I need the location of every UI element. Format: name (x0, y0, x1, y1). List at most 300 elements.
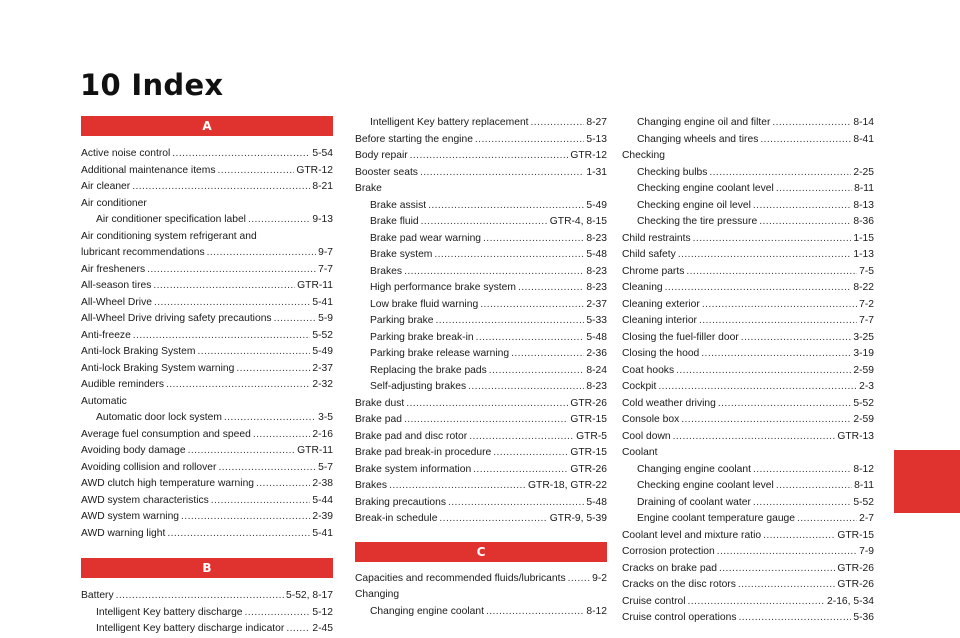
entry-page-ref: 8-14 (853, 117, 874, 128)
index-heading: Automatic (81, 395, 127, 407)
entry-label: Intelligent Key battery discharge indicator (96, 623, 285, 634)
entry-label: lubricant recommendations (81, 247, 205, 258)
index-entry (81, 295, 333, 312)
entry-page-ref: 2-3 (859, 381, 874, 392)
entry-page-ref: 8-23 (586, 282, 607, 293)
entry-label: Air conditioner specification label (96, 214, 246, 225)
dot-leader (753, 462, 851, 479)
entry-page-ref: 5-48 (586, 331, 607, 343)
entry-label: Cockpit (622, 381, 657, 392)
index-entry (355, 511, 607, 528)
dot-leader (420, 165, 584, 182)
entry-page-ref: GTR-11 (297, 280, 333, 291)
dot-leader (439, 511, 547, 528)
entry-label: Cool down (622, 430, 671, 442)
index-subentry (355, 313, 607, 330)
index-entry (81, 509, 333, 526)
entry-page-ref: 2-59 (853, 364, 874, 376)
index-subentry (622, 495, 874, 512)
dot-leader (665, 280, 852, 297)
index-subentry (355, 346, 607, 363)
dot-leader (676, 363, 851, 380)
index-heading: Checking (622, 150, 665, 161)
entry-label: Average fuel consumption and speed (81, 428, 251, 440)
index-entry (622, 363, 874, 380)
index-entry (355, 495, 607, 512)
entry-page-ref: 2-37 (586, 298, 607, 310)
entry-label: Brake fluid (370, 216, 419, 227)
index-subentry (355, 231, 607, 248)
index-entry (622, 396, 874, 413)
index-subentry (81, 212, 333, 229)
index-entry (355, 412, 607, 429)
index-entry (355, 478, 607, 495)
entry-label: Brake pad wear warning (370, 232, 482, 244)
entry-page-ref: 8-23 (586, 381, 607, 392)
entry-page-ref: 2-32 (312, 379, 333, 390)
entry-page-ref: 5-52 (853, 496, 874, 508)
entry-page-ref: 7-9 (859, 546, 874, 557)
entry-label: Avoiding body damage (81, 445, 186, 456)
dot-leader (741, 330, 852, 347)
entry-page-ref: 7-5 (859, 265, 874, 277)
index-entry (81, 344, 333, 361)
index-subentry (355, 280, 607, 297)
dot-leader (181, 509, 310, 526)
index-subentry (622, 511, 874, 528)
entry-page-ref: 5-9 (318, 313, 333, 324)
dot-leader (718, 396, 852, 413)
index-entry (355, 429, 607, 446)
entry-page-ref: GTR-5 (576, 430, 607, 442)
index-subentry (355, 115, 607, 132)
entry-label: Anti-lock Braking System warning (81, 362, 235, 374)
entry-page-ref: 5-52 (312, 329, 333, 341)
entry-label: Anti-freeze (81, 329, 131, 341)
entry-page-ref: 9-7 (318, 247, 333, 258)
dot-leader (776, 181, 852, 198)
entry-label: Capacities and recommended fluids/lubricants (355, 572, 566, 584)
index-entry (81, 526, 333, 543)
index-entry (81, 361, 333, 378)
entry-page-ref: 3-25 (853, 331, 874, 343)
entry-page-ref: 2-16, 5-34 (827, 595, 874, 607)
entry-label: Booster seats (355, 166, 418, 178)
index-entry-list (81, 588, 333, 638)
dot-leader (493, 445, 568, 462)
index-entry (622, 280, 874, 297)
entry-label: Cleaning exterior (622, 298, 700, 310)
entry-label: Parking brake release warning (370, 348, 510, 359)
entry-label: Changing engine coolant (637, 463, 751, 475)
entry-page-ref: 5-52 (853, 397, 874, 409)
entry-label: Additional maintenance items (81, 164, 216, 176)
entry-page-ref: 5-52, 8-17 (286, 590, 333, 601)
entry-label: Automatic door lock system (96, 412, 222, 423)
index-entry (81, 427, 333, 444)
index-entry (622, 379, 874, 396)
entry-page-ref: 2-37 (312, 362, 333, 374)
section-letter-c: C (355, 542, 607, 562)
index-entry-line: Air conditioning system refrigerant and (81, 230, 257, 242)
entry-label: All-Wheel Drive (81, 296, 152, 308)
dot-leader (759, 214, 851, 231)
dot-leader (153, 278, 295, 295)
index-entry (622, 330, 874, 347)
index-entry (355, 132, 607, 149)
dot-leader (274, 311, 317, 328)
index-entry (355, 445, 607, 462)
entry-page-ref: 5-33 (586, 315, 607, 326)
entry-label: Before starting the engine (355, 133, 473, 145)
index-subentry (355, 297, 607, 314)
index-column-1 (81, 116, 333, 638)
entry-page-ref: 5-12 (312, 606, 333, 618)
dot-leader (236, 361, 310, 378)
dot-leader (658, 379, 857, 396)
dot-leader (719, 561, 835, 578)
entry-label: Brake assist (370, 199, 427, 211)
entry-page-ref: GTR-13 (837, 430, 874, 442)
entry-label: Cracks on the disc rotors (622, 579, 736, 590)
entry-label: Brake pad break-in procedure (355, 447, 492, 458)
index-entry (81, 262, 333, 279)
dot-leader (469, 429, 574, 446)
dot-leader (483, 231, 584, 248)
entry-page-ref: 2-25 (853, 166, 874, 178)
dot-leader (406, 396, 568, 413)
dot-leader (132, 179, 310, 196)
entry-page-ref: 5-13 (586, 133, 607, 145)
entry-label: Body repair (355, 150, 408, 161)
dot-leader (448, 495, 584, 512)
entry-label: Checking the tire pressure (637, 216, 758, 227)
entry-label: Cleaning interior (622, 315, 697, 326)
dot-leader (753, 198, 851, 215)
entry-label: Brakes (355, 480, 388, 491)
entry-page-ref: 2-16 (312, 428, 333, 440)
entry-label: Cold weather driving (622, 397, 716, 409)
dot-leader (197, 344, 310, 361)
dot-leader (468, 379, 584, 396)
entry-page-ref: 8-12 (586, 605, 607, 617)
index-entry (622, 429, 874, 446)
entry-label: Intelligent Key battery replacement (370, 117, 529, 128)
entry-label: Closing the hood (622, 348, 700, 359)
entry-page-ref: 9-2 (592, 572, 607, 584)
index-entry (81, 377, 333, 394)
dot-leader (518, 280, 584, 297)
index-subentry (355, 264, 607, 281)
chapter-tab (894, 450, 960, 513)
entry-page-ref: 5-48 (586, 496, 607, 508)
entry-label: Child restraints (622, 232, 691, 244)
index-heading: Brake (355, 183, 382, 194)
entry-label: Changing wheels and tires (637, 133, 759, 145)
entry-label: Braking precautions (355, 496, 447, 508)
entry-label: Draining of coolant water (637, 496, 751, 508)
entry-label: Cleaning (622, 282, 663, 293)
index-entry (622, 297, 874, 314)
index-entry (355, 462, 607, 479)
entry-label: Replacing the brake pads (370, 364, 487, 376)
index-entry (622, 544, 874, 561)
dot-leader (404, 264, 584, 281)
index-entry (81, 460, 333, 477)
entry-page-ref: 8-12 (853, 463, 874, 475)
entry-label: Checking engine oil level (637, 199, 751, 211)
entry-label: Cruise control operations (622, 612, 737, 623)
entry-label: Corrosion protection (622, 546, 715, 557)
entry-label: Checking engine coolant level (637, 183, 774, 194)
index-entry (81, 476, 333, 493)
index-subentry (622, 214, 874, 231)
dot-leader (531, 115, 585, 132)
entry-page-ref: 8-23 (586, 265, 607, 277)
entry-label: Engine coolant temperature gauge (637, 513, 795, 524)
entry-label: Audible reminders (81, 379, 164, 390)
entry-label: Checking bulbs (637, 166, 708, 178)
dot-leader (473, 462, 568, 479)
entry-label: Console box (622, 414, 680, 425)
index-heading: Changing (355, 589, 400, 600)
dot-leader (154, 295, 310, 312)
dot-leader (797, 511, 857, 528)
index-entry (622, 528, 874, 545)
entry-label: AWD warning light (81, 527, 166, 539)
index-column-3 (622, 115, 874, 627)
section-letter-b: B (81, 558, 333, 578)
dot-leader (410, 148, 569, 165)
entry-page-ref: 8-13 (853, 199, 874, 211)
index-subentry (81, 410, 333, 427)
dot-leader (436, 313, 585, 330)
dot-leader (702, 297, 857, 314)
dot-leader (224, 410, 316, 427)
entry-label: Avoiding collision and rollover (81, 461, 217, 473)
index-entry (622, 577, 874, 594)
entry-page-ref: 7-7 (859, 315, 874, 326)
entry-page-ref: 8-27 (586, 117, 607, 128)
dot-leader (489, 363, 585, 380)
entry-page-ref: 7-7 (318, 263, 333, 275)
entry-page-ref: 5-44 (312, 494, 333, 506)
index-subentry (355, 379, 607, 396)
entry-label: Brake pad and disc rotor (355, 430, 468, 442)
index-entry-list (622, 115, 874, 627)
index-entry (81, 245, 333, 262)
index-entry (622, 610, 874, 627)
index-subentry (81, 621, 333, 638)
dot-leader (476, 330, 585, 347)
entry-page-ref: 2-39 (312, 511, 333, 522)
index-entry (81, 588, 333, 605)
entry-label: Parking brake (370, 315, 434, 326)
dot-leader (673, 429, 836, 446)
entry-label: Chrome parts (622, 265, 685, 277)
entry-page-ref: GTR-11 (297, 445, 333, 456)
index-subentry (355, 363, 607, 380)
dot-leader (166, 377, 310, 394)
entry-page-ref: GTR-4, 8-15 (549, 216, 607, 227)
entry-label: Parking brake break-in (370, 331, 474, 343)
entry-label: Brake system (370, 249, 433, 260)
index-subentry (622, 478, 874, 495)
index-subentry (355, 604, 607, 621)
index-entry (622, 247, 874, 264)
index-subentry (622, 198, 874, 215)
dot-leader (211, 493, 311, 510)
dot-leader (188, 443, 296, 460)
entry-label: Changing engine coolant (370, 605, 484, 617)
index-entry (622, 346, 874, 363)
dot-leader (428, 198, 584, 215)
entry-page-ref: 8-11 (854, 480, 874, 491)
entry-label: Changing engine oil and filter (637, 117, 771, 128)
entry-label: Coat hooks (622, 364, 675, 376)
dot-leader (207, 245, 316, 262)
dot-leader (253, 427, 311, 444)
dot-leader (248, 212, 310, 229)
dot-leader (701, 346, 851, 363)
entry-page-ref: 2-7 (859, 513, 874, 524)
dot-leader (245, 605, 311, 622)
entry-label: High performance brake system (370, 282, 516, 293)
index-entry (622, 264, 874, 281)
dot-leader (511, 346, 584, 363)
dot-leader (486, 604, 584, 621)
entry-label: Self-adjusting brakes (370, 381, 467, 392)
index-subentry (622, 165, 874, 182)
entry-page-ref: 5-54 (312, 148, 333, 159)
dot-leader (172, 146, 310, 163)
entry-label: AWD clutch high temperature warning (81, 478, 255, 489)
dot-leader (286, 621, 310, 638)
index-subentry (355, 330, 607, 347)
entry-label: AWD system warning (81, 511, 180, 522)
dot-leader (218, 163, 295, 180)
entry-label: Closing the fuel-filler door (622, 331, 739, 343)
dot-leader (404, 412, 568, 429)
index-heading: Coolant (622, 447, 658, 458)
entry-label: Cracks on brake pad (622, 562, 718, 574)
entry-label: All-season tires (81, 280, 152, 291)
index-entry (81, 179, 333, 196)
entry-page-ref: 5-36 (853, 612, 874, 623)
dot-leader (688, 594, 826, 611)
entry-label: Brake system information (355, 463, 472, 475)
index-entry (81, 443, 333, 460)
entry-label: Brake pad (355, 414, 402, 425)
index-entry (622, 594, 874, 611)
index-entry (355, 396, 607, 413)
entry-page-ref: 5-41 (312, 527, 333, 539)
index-subentry (355, 214, 607, 231)
index-column-2 (355, 115, 607, 620)
entry-page-ref: 5-7 (318, 461, 333, 473)
dot-leader (763, 528, 835, 545)
entry-page-ref: GTR-15 (837, 529, 874, 541)
entry-page-ref: 5-48 (586, 249, 607, 260)
index-subentry (622, 115, 874, 132)
entry-page-ref: 2-45 (312, 623, 333, 634)
dot-leader (772, 115, 851, 132)
dot-leader (434, 247, 584, 264)
entry-page-ref: 8-41 (853, 133, 874, 145)
entry-page-ref: GTR-26 (837, 562, 874, 574)
index-entry (81, 328, 333, 345)
index-entry (81, 146, 333, 163)
entry-page-ref: 1-13 (853, 249, 874, 260)
dot-leader (421, 214, 548, 231)
entry-label: Low brake fluid warning (370, 298, 479, 310)
dot-leader (760, 132, 851, 149)
dot-leader (693, 231, 852, 248)
entry-page-ref: 2-59 (853, 414, 874, 425)
entry-label: Battery (81, 590, 114, 601)
entry-label: Cruise control (622, 595, 686, 607)
entry-page-ref: GTR-18, GTR-22 (528, 480, 607, 491)
dot-leader (738, 610, 851, 627)
entry-page-ref: 8-21 (312, 181, 333, 192)
index-entry (355, 165, 607, 182)
index-heading: Air conditioner (81, 197, 147, 209)
dot-leader (218, 460, 316, 477)
index-entry-list (355, 115, 607, 528)
dot-leader (475, 132, 584, 149)
entry-label: Air cleaner (81, 181, 131, 192)
entry-page-ref: 8-22 (853, 282, 874, 293)
entry-page-ref: GTR-15 (570, 414, 607, 425)
dot-leader (568, 571, 590, 588)
entry-label: All-Wheel Drive driving safety precautions (81, 313, 272, 324)
index-entry (81, 278, 333, 295)
entry-label: Coolant level and mixture ratio (622, 529, 762, 541)
dot-leader (116, 588, 284, 605)
entry-page-ref: 7-2 (859, 298, 874, 310)
entry-page-ref: 1-15 (853, 232, 874, 244)
index-entry-list (355, 571, 607, 621)
entry-page-ref: 5-49 (586, 199, 607, 211)
dot-leader (686, 264, 857, 281)
dot-leader (480, 297, 584, 314)
index-entry-list (81, 146, 333, 542)
entry-page-ref: 9-13 (312, 214, 333, 225)
dot-leader (389, 478, 526, 495)
index-entry (622, 412, 874, 429)
index-subentry (355, 198, 607, 215)
dot-leader (167, 526, 310, 543)
index-subentry (622, 181, 874, 198)
entry-page-ref: GTR-26 (570, 463, 607, 475)
index-entry (622, 313, 874, 330)
entry-label: Break-in schedule (355, 513, 438, 524)
section-letter-a: A (81, 116, 333, 136)
entry-label: Anti-lock Braking System (81, 346, 196, 357)
entry-label: Intelligent Key battery discharge (96, 606, 243, 618)
entry-page-ref: 8-11 (854, 183, 874, 194)
dot-leader (256, 476, 310, 493)
dot-leader (147, 262, 316, 279)
index-entry (622, 561, 874, 578)
entry-page-ref: 3-19 (853, 348, 874, 359)
dot-leader (678, 247, 852, 264)
entry-page-ref: GTR-26 (570, 397, 607, 409)
index-entry (622, 231, 874, 248)
entry-page-ref: GTR-9, 5-39 (549, 513, 607, 524)
entry-label: Air fresheners (81, 263, 146, 275)
dot-leader (699, 313, 857, 330)
